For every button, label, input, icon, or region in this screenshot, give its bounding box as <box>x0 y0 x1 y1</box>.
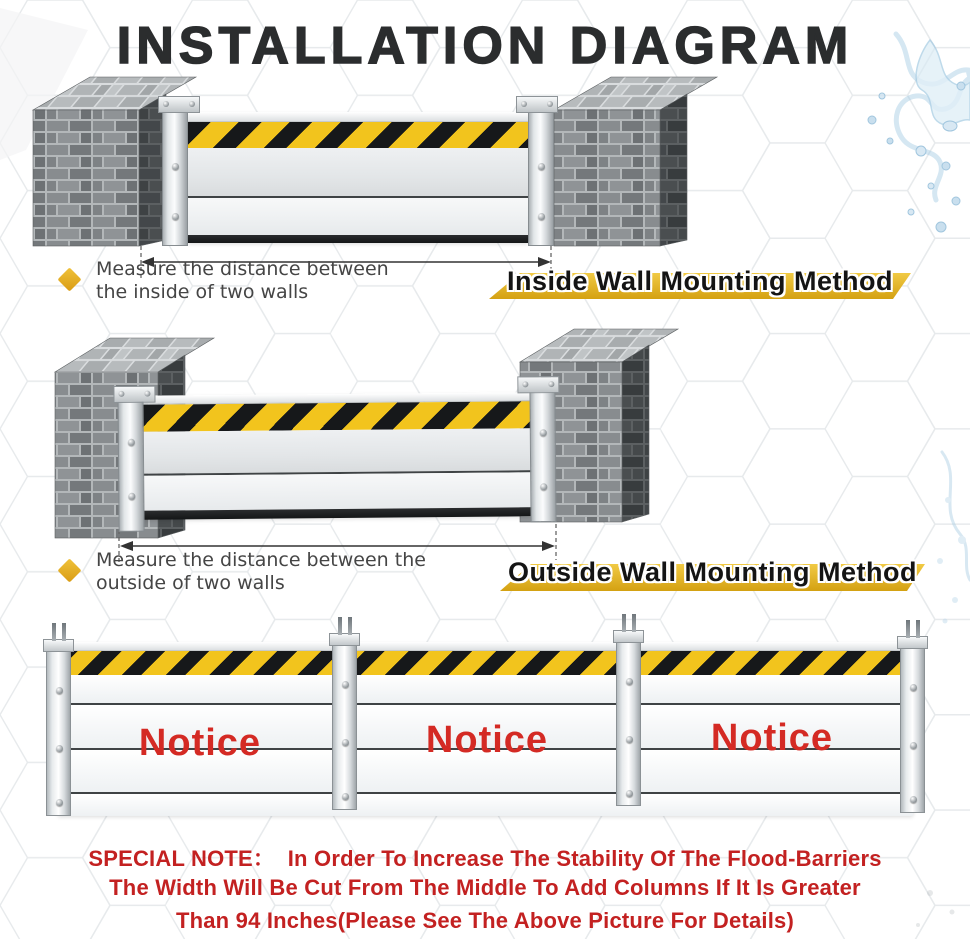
support-column <box>46 646 71 816</box>
column-cap <box>329 633 360 646</box>
mounting-channel-right <box>528 100 554 246</box>
measure-note-line: the inside of two walls <box>96 281 309 303</box>
bolt <box>540 483 547 490</box>
flood-barrier-inside-mount <box>162 100 554 246</box>
method-label-outside: Outside Wall Mounting Method <box>508 557 917 587</box>
panel-top-cap <box>188 112 528 122</box>
panel-plank <box>188 198 528 235</box>
notice-label: Notice <box>710 717 834 759</box>
bolt <box>540 429 547 436</box>
wall-clamp <box>517 376 559 393</box>
screw <box>189 101 195 107</box>
assembled-barrier-preview <box>46 626 925 818</box>
bolt <box>56 687 63 694</box>
support-column <box>332 640 357 810</box>
pin <box>622 614 626 632</box>
pin <box>52 623 56 641</box>
bolt <box>626 678 633 685</box>
panel-plank <box>188 148 528 196</box>
bolt <box>172 213 179 220</box>
bolt <box>56 745 63 752</box>
panel-plank <box>58 675 913 703</box>
support-column <box>616 637 641 806</box>
bolt <box>626 790 633 797</box>
pin <box>906 620 910 638</box>
panel-plank <box>143 472 531 510</box>
mounting-channel-right <box>529 380 556 522</box>
screw <box>163 101 169 107</box>
column-cap <box>43 639 74 652</box>
column-cap <box>613 630 644 643</box>
measure-note-outside <box>96 549 426 595</box>
barrier-panels <box>188 112 528 242</box>
flood-barrier-outside-mount <box>117 380 556 532</box>
bolt <box>128 439 135 446</box>
bolt <box>538 213 545 220</box>
screw <box>118 391 124 397</box>
notice-label: Notice <box>138 722 262 764</box>
bolt <box>910 742 917 749</box>
special-note-line-3: Than 94 Inches(Please See The Above Picture For Details) <box>175 908 795 933</box>
measure-note-line: outside of two walls <box>96 572 285 594</box>
wall-clamp <box>113 386 155 403</box>
mounting-channel-left <box>162 100 188 246</box>
pin <box>632 614 636 632</box>
mounting-channel-left <box>117 390 144 532</box>
measure-note-inside <box>96 258 389 304</box>
column-cap <box>897 636 928 649</box>
hazard-stripe <box>188 122 528 148</box>
pin <box>62 623 66 641</box>
measure-note-line: Measure the distance between the <box>96 549 426 571</box>
screw <box>547 101 553 107</box>
bolt <box>342 793 349 800</box>
special-note-line-2: The Width Will Be Cut From The Middle To Add Columns If It Is Greater <box>109 875 861 900</box>
panel-top-cap <box>58 642 913 651</box>
bolt <box>342 681 349 688</box>
bolt <box>910 684 917 691</box>
page-title: INSTALLATION DIAGRAM <box>116 17 854 75</box>
hazard-stripe <box>143 401 531 431</box>
bolt <box>626 736 633 743</box>
screw <box>548 381 554 387</box>
hazard-stripe <box>58 651 913 675</box>
screw <box>522 381 528 387</box>
panel-plank <box>143 428 531 473</box>
bolt <box>910 796 917 803</box>
screw <box>521 101 527 107</box>
bolt <box>56 799 63 806</box>
measure-note-line: Measure the distance between <box>96 258 389 280</box>
pin <box>338 617 342 635</box>
wall-clamp <box>516 96 558 113</box>
pin <box>348 617 352 635</box>
bolt <box>342 739 349 746</box>
bolt <box>538 163 545 170</box>
barrier-panels <box>142 392 531 518</box>
notice-label: Notice <box>425 719 549 761</box>
pin <box>916 620 920 638</box>
screw <box>144 391 150 397</box>
method-label-inside: Inside Wall Mounting Method <box>507 266 893 296</box>
panel-bottom-seal <box>188 235 528 243</box>
support-column <box>900 643 925 813</box>
panel-plank <box>58 794 913 816</box>
special-note-line-1: SPECIAL NOTE： In Order To Increase The Stability Of The Flood-Barriers <box>88 846 882 871</box>
bolt <box>128 493 135 500</box>
wall-clamp <box>158 96 200 113</box>
bolt <box>172 163 179 170</box>
